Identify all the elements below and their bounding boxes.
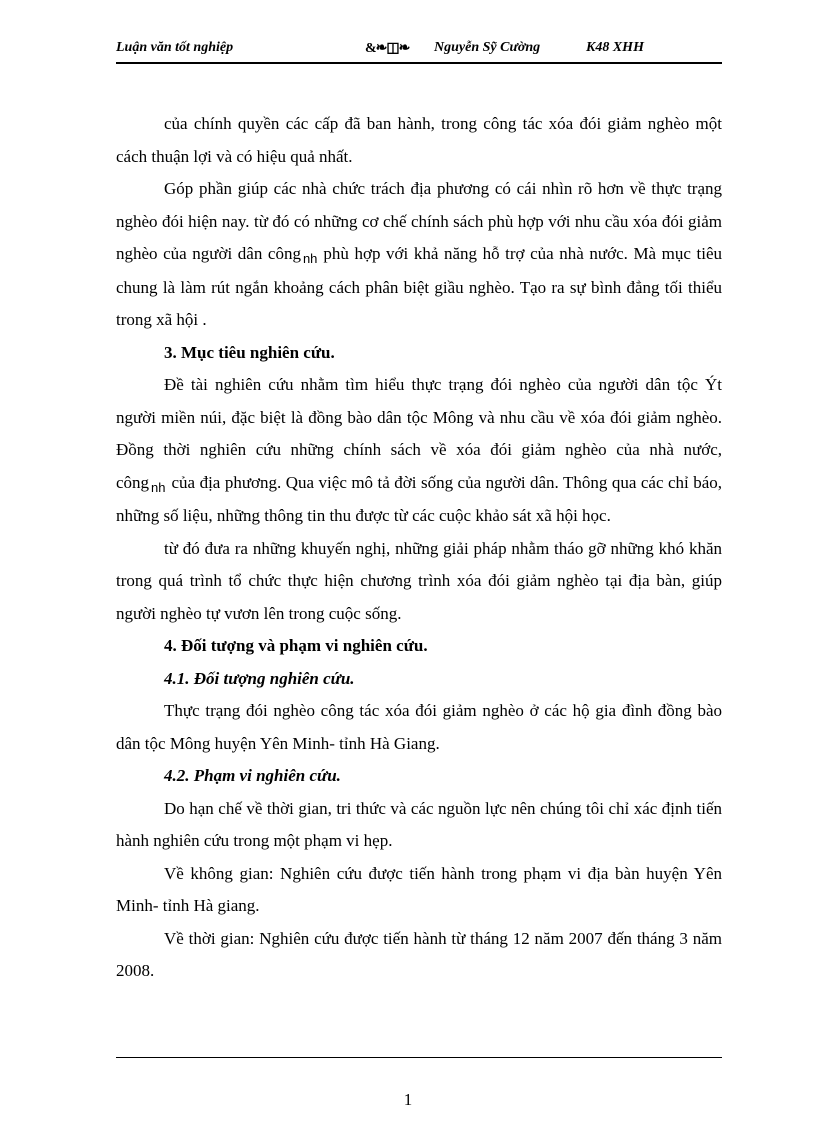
header-class: K48 XHH <box>586 40 644 55</box>
subsection-heading: 4.1. Đối tượng nghiên cứu. <box>164 668 355 688</box>
body-text <box>116 108 722 988</box>
page-number: 1 <box>403 1090 413 1109</box>
paragraph: Về không gian: Nghiên cứu được tiến hành trong phạm vi địa bàn huyện Yên Minh- tỉnh Hà giang. <box>116 863 722 915</box>
paragraph: từ đó đưa ra những khuyến nghị, những giải pháp nhằm tháo gỡ những khó khăn trong quá trình tổ chức thực hiện chương trình xóa đói giảm nghèo tại địa bàn, giúp người nghèo tự vươn lên trong cuộc sống. <box>116 538 722 623</box>
page-header <box>116 40 722 62</box>
inline-fragment: nh <box>302 251 318 266</box>
header-thesis-label: Luận văn tốt nghiệp <box>116 40 234 55</box>
header-author: Nguyễn Sỹ Cường <box>434 40 541 55</box>
subsection-heading: 4.2. Phạm vi nghiên cứu. <box>164 766 341 785</box>
section-heading: 3. Mục tiêu nghiên cứu. <box>164 342 335 362</box>
header-ornament-icon: &❧◫❧ <box>365 41 410 56</box>
section-heading: 4. Đối tượng và phạm vi nghiên cứu. <box>164 636 428 655</box>
header-divider <box>116 62 722 64</box>
footer-divider <box>116 1057 722 1058</box>
paragraph: Do hạn chế về thời gian, tri thức và các nguồn lực nên chúng tôi chỉ xác định tiến hành nghiên cứu trong một phạm vi hẹp. <box>116 798 722 850</box>
paragraph: Thực trạng đói nghèo công tác xóa đói giảm nghèo ở các hộ gia đình đồng bào dân tộc Mông huyện Yên Minh- tỉnh Hà Giang. <box>116 701 722 753</box>
paragraph: Đề tài nghiên cứu nhằm tìm hiểu thực trạng đói nghèo của người dân tộc Ýt người miền núi, đặc biệt là đồng bào dân tộc Mông và nhu cầu về xóa đói giảm nghèo. Đồng thời nghiên cứu những chính sách về xóa đói giảm nghèo của nhà nước, công $_{nh}$ của địa phương. Qua việc mô tả đời sống của người dân. Thông qua các chỉ báo, những số liệu, những thông tin thu được từ các cuộc khảo sát xã hội học. <box>116 375 722 525</box>
paragraph: Góp phần giúp các nhà chức trách địa phương có cái nhìn rõ hơn về thực trạng nghèo đói hiện nay. từ đó có những cơ chế chính sách phù hợp với nhu cầu xóa đói giảm nghèo của người dân công $_{nh}$ phù hợp với khả năng hỗ trợ của nhà nước. Mà mục tiêu chung là làm rút ngắn khoảng cách phân biệt giầu nghèo. Tạo ra sự bình đẳng tối thiểu trong xã hội . <box>116 179 723 329</box>
inline-fragment: nh <box>151 479 166 495</box>
paragraph: Về thời gian: Nghiên cứu được tiến hành từ tháng 12 năm 2007 đến tháng 3 năm 2008. <box>116 928 722 980</box>
paragraph: của chính quyền các cấp đã ban hành, trong công tác xóa đói giảm nghèo một cách thuận lợi và có hiệu quả nhất. <box>116 114 722 166</box>
